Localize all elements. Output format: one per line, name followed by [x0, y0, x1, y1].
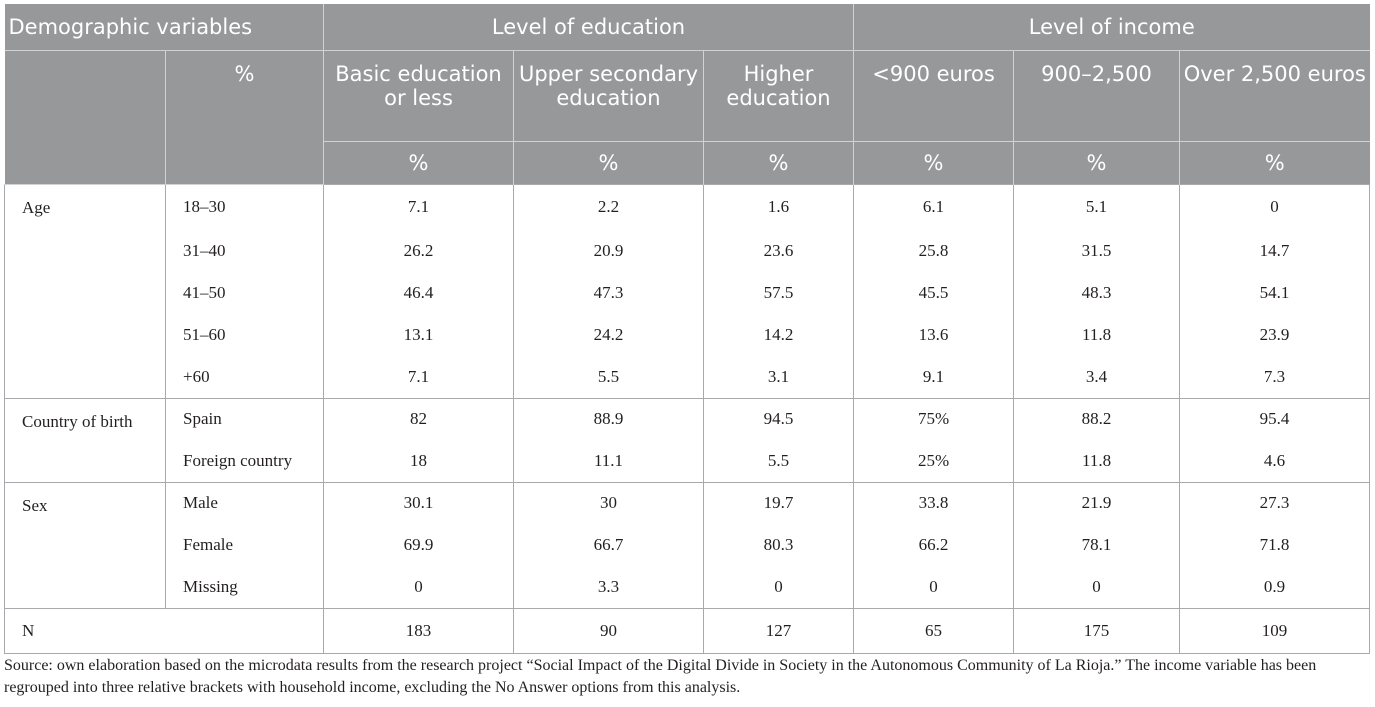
table-row — [5, 482, 1370, 524]
table-body — [5, 184, 1370, 653]
total-value-cell: 183 — [324, 608, 514, 653]
row-label: 31–40 — [166, 230, 324, 272]
row-label: Foreign country — [166, 440, 324, 482]
table-row — [5, 524, 1370, 566]
row-label: +60 — [166, 356, 324, 398]
value-cell: 46.4 — [324, 272, 514, 314]
value-cell: 18 — [324, 440, 514, 482]
row-label: 51–60 — [166, 314, 324, 356]
unit-header: % — [1014, 141, 1180, 184]
table-header — [5, 4, 1370, 184]
demographics-table — [4, 4, 1370, 654]
value-cell: 1.6 — [704, 184, 854, 230]
value-cell: 11.8 — [1014, 314, 1180, 356]
value-cell: 33.8 — [854, 482, 1014, 524]
table-row — [5, 566, 1370, 608]
table-row — [5, 314, 1370, 356]
value-cell: 30 — [514, 482, 704, 524]
value-cell: 5.5 — [704, 440, 854, 482]
table-row — [5, 230, 1370, 272]
value-cell: 0 — [854, 566, 1014, 608]
value-cell: 48.3 — [1014, 272, 1180, 314]
value-cell: 78.1 — [1014, 524, 1180, 566]
table-row — [5, 184, 1370, 230]
value-cell: 88.2 — [1014, 398, 1180, 440]
value-cell: 0.9 — [1180, 566, 1370, 608]
total-value-cell: 127 — [704, 608, 854, 653]
row-label: 41–50 — [166, 272, 324, 314]
value-cell: 19.7 — [704, 482, 854, 524]
col-header-income-mid: 900–2,500 — [1014, 50, 1180, 141]
value-cell: 4.6 — [1180, 440, 1370, 482]
value-cell: 14.7 — [1180, 230, 1370, 272]
table-row — [5, 398, 1370, 440]
total-value-cell: 65 — [854, 608, 1014, 653]
value-cell: 9.1 — [854, 356, 1014, 398]
value-cell: 45.5 — [854, 272, 1014, 314]
group-label: Age — [5, 184, 166, 398]
value-cell: 23.6 — [704, 230, 854, 272]
value-cell: 6.1 — [854, 184, 1014, 230]
value-cell: 23.9 — [1180, 314, 1370, 356]
value-cell: 69.9 — [324, 524, 514, 566]
income-group-header: Level of income — [854, 4, 1370, 50]
value-cell: 14.2 — [704, 314, 854, 356]
unit-header: % — [1180, 141, 1370, 184]
value-cell: 57.5 — [704, 272, 854, 314]
value-cell: 24.2 — [514, 314, 704, 356]
total-value-cell: 175 — [1014, 608, 1180, 653]
value-cell: 7.1 — [324, 184, 514, 230]
row-label: Missing — [166, 566, 324, 608]
table-row — [5, 356, 1370, 398]
value-cell: 0 — [324, 566, 514, 608]
unit-header: % — [854, 141, 1014, 184]
value-cell: 13.6 — [854, 314, 1014, 356]
value-cell: 95.4 — [1180, 398, 1370, 440]
education-group-header: Level of education — [324, 4, 854, 50]
col-header-higher: Higher education — [704, 50, 854, 141]
value-cell: 7.3 — [1180, 356, 1370, 398]
value-cell: 88.9 — [514, 398, 704, 440]
value-cell: 82 — [324, 398, 514, 440]
row-label: Female — [166, 524, 324, 566]
value-cell: 0 — [704, 566, 854, 608]
value-cell: 94.5 — [704, 398, 854, 440]
value-cell: 27.3 — [1180, 482, 1370, 524]
value-cell: 7.1 — [324, 356, 514, 398]
value-cell: 30.1 — [324, 482, 514, 524]
value-cell: 3.4 — [1014, 356, 1180, 398]
value-cell: 80.3 — [704, 524, 854, 566]
col-header-upper-secondary: Upper secondary education — [514, 50, 704, 141]
table-row — [5, 272, 1370, 314]
value-cell: 3.3 — [514, 566, 704, 608]
value-cell: 3.1 — [704, 356, 854, 398]
value-cell: 5.5 — [514, 356, 704, 398]
value-cell: 20.9 — [514, 230, 704, 272]
total-row — [5, 608, 1370, 653]
group-label: Country of birth — [5, 398, 166, 482]
value-cell: 75% — [854, 398, 1014, 440]
value-cell: 2.2 — [514, 184, 704, 230]
group-label: Sex — [5, 482, 166, 608]
value-cell: 5.1 — [1014, 184, 1180, 230]
value-cell: 71.8 — [1180, 524, 1370, 566]
demographic-variables-header: Demographic variables — [5, 4, 324, 50]
value-cell: 0 — [1180, 184, 1370, 230]
value-cell: 54.1 — [1180, 272, 1370, 314]
value-cell: 0 — [1014, 566, 1180, 608]
unit-header: % — [324, 141, 514, 184]
total-label: N — [5, 608, 324, 653]
unit-header: % — [514, 141, 704, 184]
value-cell: 21.9 — [1014, 482, 1180, 524]
value-cell: 25% — [854, 440, 1014, 482]
unit-header: % — [704, 141, 854, 184]
value-cell: 66.7 — [514, 524, 704, 566]
source-note: Source: own elaboration based on the microdata results from the research project “Social Impact of the Digital Divide in Society in the Autonomous Community of La Rioja.” The income variable has been regrouped into three relative brackets with household income, excluding the No Answer options from this analysis. — [4, 657, 1317, 696]
col-header-income-low: <900 euros — [854, 50, 1014, 141]
value-cell: 11.8 — [1014, 440, 1180, 482]
value-cell: 25.8 — [854, 230, 1014, 272]
col-header-income-high: Over 2,500 euros — [1180, 50, 1370, 141]
table-row — [5, 440, 1370, 482]
total-value-cell: 90 — [514, 608, 704, 653]
value-cell: 31.5 — [1014, 230, 1180, 272]
total-value-cell: 109 — [1180, 608, 1370, 653]
col-header-basic: Basic education or less — [324, 50, 514, 141]
value-cell: 13.1 — [324, 314, 514, 356]
row-label: 18–30 — [166, 184, 324, 230]
value-cell: 66.2 — [854, 524, 1014, 566]
value-cell: 11.1 — [514, 440, 704, 482]
row-label: Spain — [166, 398, 324, 440]
value-cell: 26.2 — [324, 230, 514, 272]
stub-percent-header: % — [166, 50, 324, 184]
value-cell: 47.3 — [514, 272, 704, 314]
row-label: Male — [166, 482, 324, 524]
